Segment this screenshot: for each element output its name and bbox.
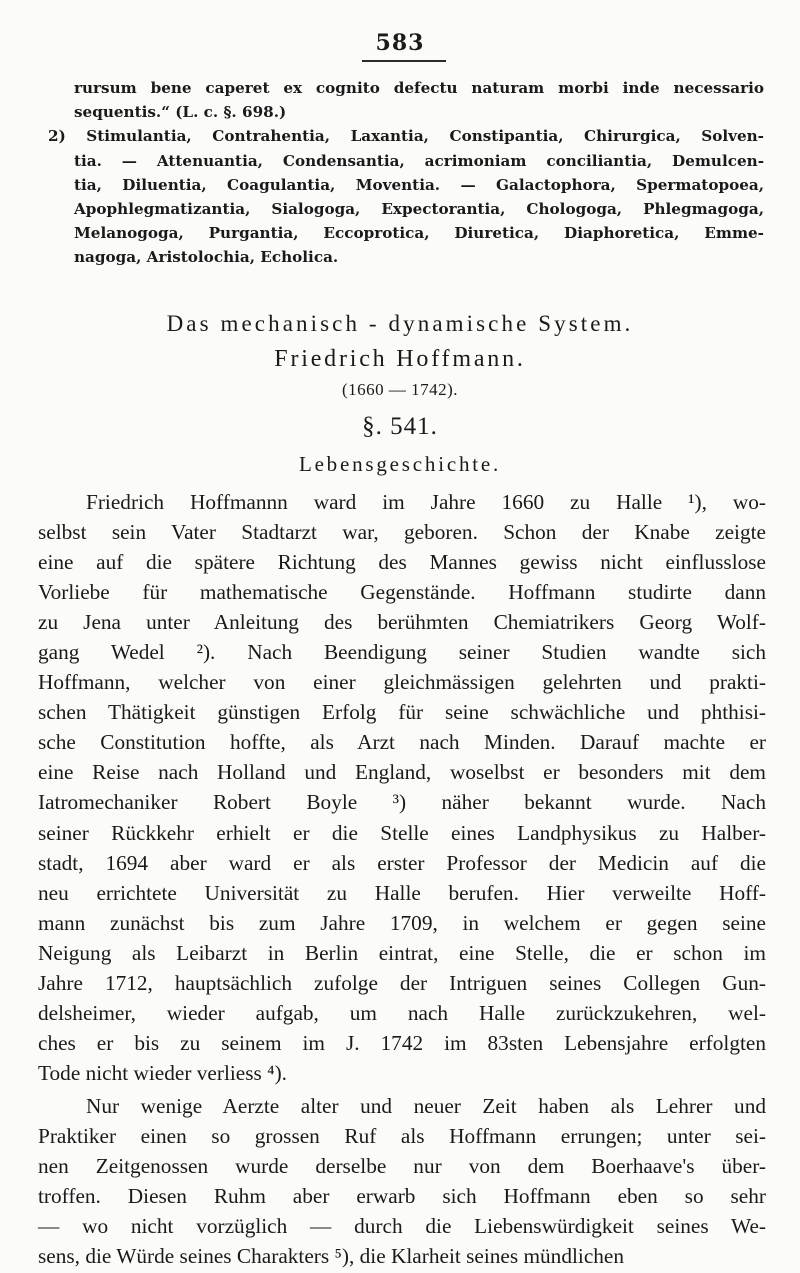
- body-line: sens, die Würde seines Charakters ⁵), die Klarheit seines mündlichen: [38, 1244, 625, 1269]
- body-line: gang Wedel ²). Nach Beendigung seiner Studien wandte sich: [38, 640, 766, 665]
- body-line: neu errichtete Universität zu Halle berufen. Hier verweilte Hoff-: [38, 880, 766, 905]
- body-line: Iatromechaniker Robert Boyle ³) näher bekannt wurde. Nach: [38, 790, 766, 815]
- body-text: [38, 487, 766, 1271]
- body-line: schen Thätigkeit günstigen Erfolg für seine schwächliche und phthisi-: [38, 700, 766, 725]
- paragraph-number: §. 541.: [362, 413, 438, 440]
- body-line: seiner Rückkehr erhielt er die Stelle eines Landphysikus zu Halber-: [38, 820, 766, 845]
- body-line: Vorliebe für mathematische Gegenstände. Hoffmann studirte dann: [38, 580, 766, 605]
- body-line: selbst sein Vater Stadtarzt war, geboren. Schon der Knabe zeigte: [38, 520, 766, 545]
- body-line: Nur wenige Aerzte alter und neuer Zeit haben als Lehrer und: [86, 1093, 766, 1118]
- body-line: Friedrich Hoffmannn ward im Jahre 1660 zu Halle ¹), wo-: [86, 490, 766, 514]
- body-line: troffen. Diesen Ruhm aber erwarb sich Hoffmann eben so sehr: [38, 1184, 766, 1209]
- body-line: eine Reise nach Holland und England, woselbst er besonders mit dem: [38, 760, 766, 785]
- body-line: — wo nicht vorzüglich — durch die Liebenswürdigkeit seines We-: [38, 1214, 766, 1239]
- body-line: zu Jena unter Anleitung des berühmten Chemiatrikers Georg Wolf-: [38, 610, 766, 635]
- body-line: sche Constitution hoffte, als Arzt nach Minden. Darauf machte er: [38, 730, 766, 755]
- person-name: Friedrich Hoffmann.: [274, 346, 526, 372]
- body-line: Hoffmann, welcher von einer gleichmässigen gelehrten und prakti-: [38, 670, 766, 695]
- note-line: Apophlegmatizantia, Sialogoga, Expectorantia, Chologoga, Phlegmagoga,: [74, 200, 764, 219]
- note-line: nagoga, Aristolochia, Echolica.: [74, 248, 339, 267]
- header-rule: [362, 60, 446, 62]
- note-line: tia. — Attenuantia, Condensantia, acrimoniam conciliantia, Demulcen-: [74, 151, 764, 170]
- body-line: eine auf die spätere Richtung des Mannes gewiss nicht einflusslose: [38, 550, 766, 575]
- note-line: 2) Stimulantia, Contrahentia, Laxantia, Constipantia, Chirurgica, Solven-: [48, 127, 764, 146]
- body-line: nen Zeitgenossen wurde derselbe nur von dem Boerhaave's über-: [38, 1154, 766, 1179]
- note-line: tia, Diluentia, Coagulantia, Moventia. — Galactophora, Spermatopoea,: [74, 175, 764, 194]
- note-line: Melanogoga, Purgantia, Eccoprotica, Diuretica, Diaphoretica, Emme-: [74, 224, 764, 243]
- body-line: Praktiker einen so grossen Ruf als Hoffmann errungen; unter sei-: [38, 1123, 766, 1148]
- body-line: Tode nicht wieder verliess ⁴).: [38, 1060, 287, 1085]
- section-subtitle: Lebensgeschichte.: [298, 452, 502, 476]
- system-title: Das mechanisch - dynamische System.: [166, 311, 634, 336]
- body-line: stadt, 1694 aber ward er als erster Professor der Medicin auf die: [38, 850, 766, 875]
- note-line: rursum bene caperet ex cognito defectu naturam morbi inde necessario: [74, 79, 764, 97]
- body-line: Jahre 1712, hauptsächlich zufolge der Intriguen seines Collegen Gun-: [38, 970, 766, 995]
- life-dates: (1660 — 1742).: [341, 380, 459, 399]
- body-line: delsheimer, wieder aufgab, um nach Halle zurückzukehren, wel-: [38, 1000, 766, 1025]
- body-line: Neigung als Leibarzt in Berlin eintrat, eine Stelle, die er schon im: [38, 940, 766, 965]
- page-number: 583: [375, 30, 425, 56]
- body-line: mann zunächst bis zum Jahre 1709, in welchem er gegen seine: [38, 910, 766, 935]
- body-line: ches er bis zu seinem im J. 1742 im 83sten Lebensjahre erfolgten: [38, 1030, 766, 1055]
- note-line: sequentis.“ (L. c. §. 698.): [74, 103, 287, 122]
- footnote-continuation: [44, 76, 764, 270]
